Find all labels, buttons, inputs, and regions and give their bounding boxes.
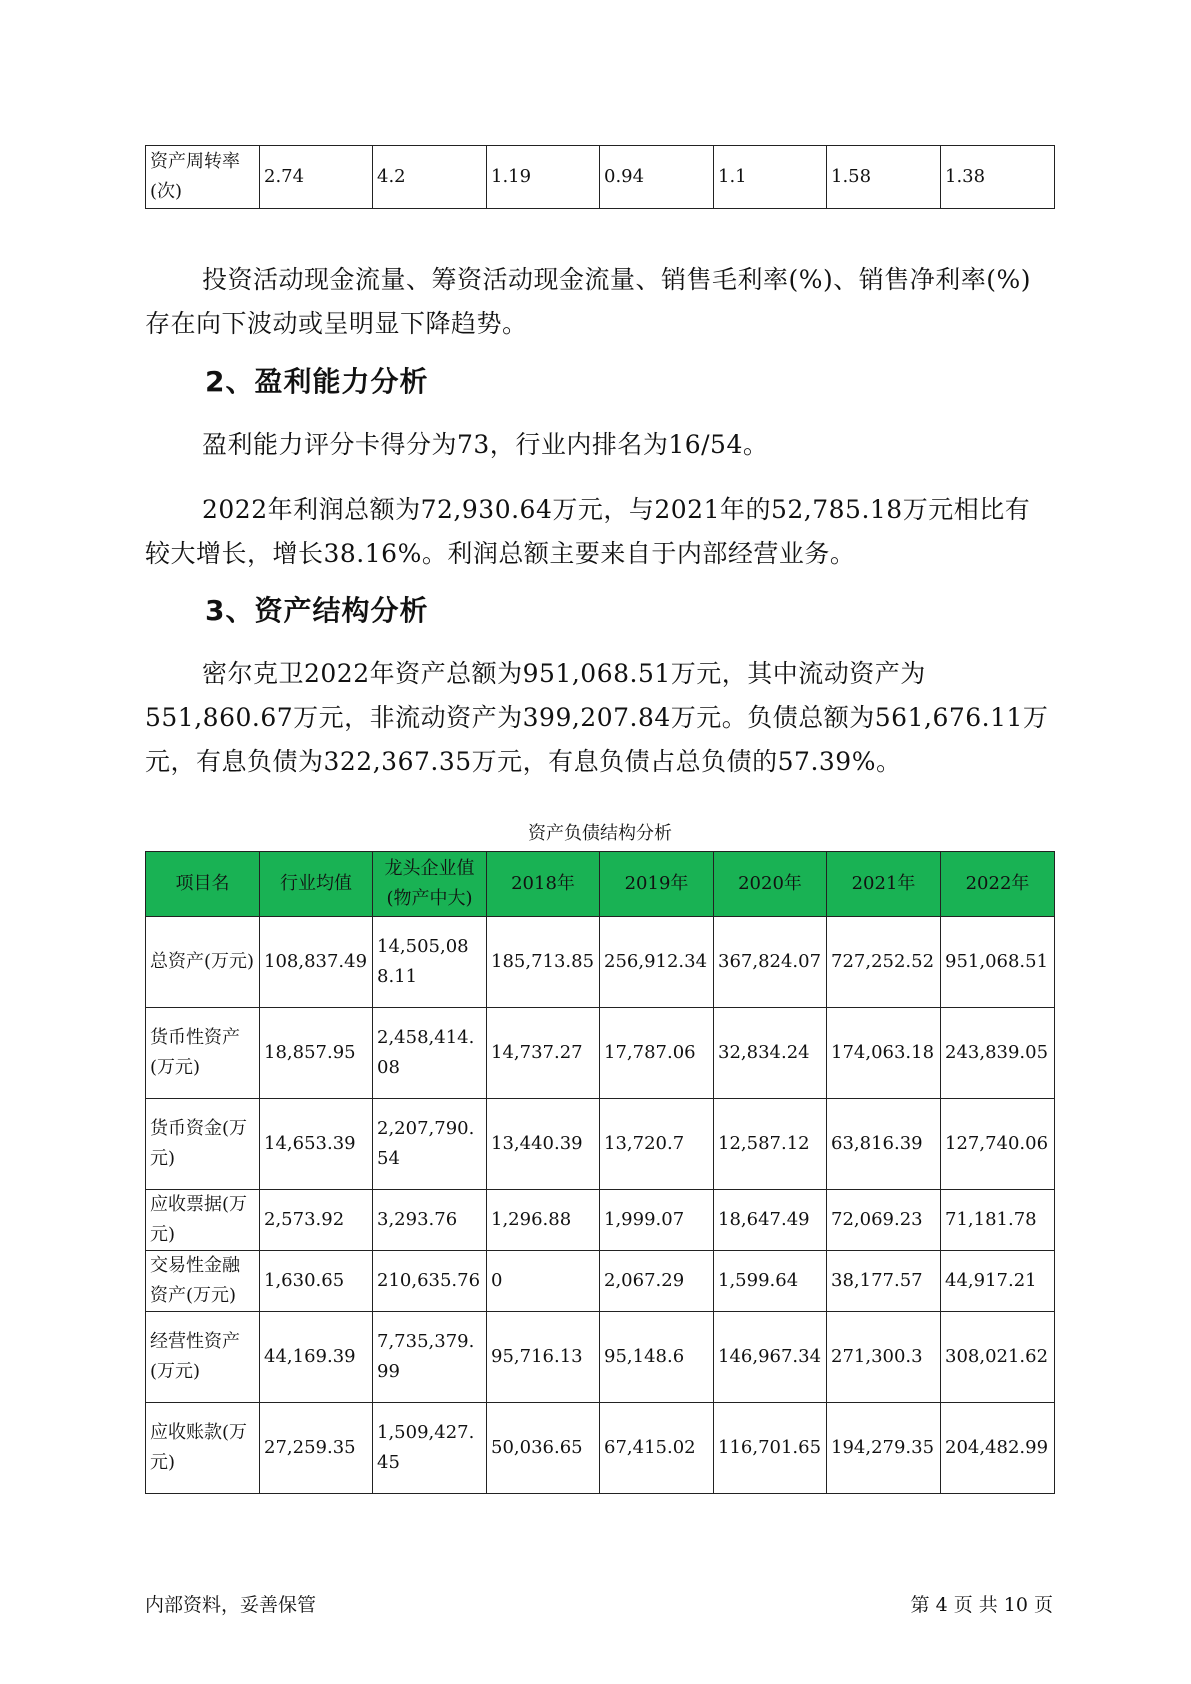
table-cell: 256,912.34 (600, 917, 714, 1008)
table-cell: 2.74 (260, 146, 373, 209)
table-row (146, 1251, 1055, 1312)
paragraph-assets: 密尔克卫2022年资产总额为951,068.51万元，其中流动资产为551,860.67万元，非流动资产为399,207.84万元。负债总额为561,676.11万元，有息负债为322,367.35万元，有息负债占总负债的57.39%。 (145, 659, 1049, 776)
row-label: 总资产(万元) (146, 917, 260, 1008)
table-cell: 95,148.6 (600, 1312, 714, 1403)
table-caption: 资产负债结构分析 (528, 823, 672, 844)
row-label: 经营性资产(万元) (146, 1312, 260, 1403)
column-header: 2018年 (487, 852, 600, 917)
table-cell: 44,917.21 (941, 1251, 1055, 1312)
table-cell: 204,482.99 (941, 1403, 1055, 1494)
turnover-table (145, 145, 1055, 209)
table-cell: 951,068.51 (941, 917, 1055, 1008)
table-cell: 1,630.65 (260, 1251, 373, 1312)
table-row (146, 917, 1055, 1008)
table-cell: 1.38 (941, 146, 1055, 209)
table-cell: 13,440.39 (487, 1099, 600, 1190)
table-cell: 1,599.64 (714, 1251, 827, 1312)
table-cell: 18,647.49 (714, 1190, 827, 1251)
table-cell: 1,509,427.45 (373, 1403, 487, 1494)
row-label: 货币性资产(万元) (146, 1008, 260, 1099)
table-cell: 72,069.23 (827, 1190, 941, 1251)
row-label: 交易性金融资产(万元) (146, 1251, 260, 1312)
table-cell: 116,701.65 (714, 1403, 827, 1494)
table-cell: 108,837.49 (260, 917, 373, 1008)
table-cell: 1.1 (714, 146, 827, 209)
table-cell: 308,021.62 (941, 1312, 1055, 1403)
table-cell: 14,505,088.11 (373, 917, 487, 1008)
table-cell: 71,181.78 (941, 1190, 1055, 1251)
table-cell: 44,169.39 (260, 1312, 373, 1403)
row-label: 货币资金(万元) (146, 1099, 260, 1190)
table-cell: 1.58 (827, 146, 941, 209)
table-cell: 14,653.39 (260, 1099, 373, 1190)
table-row (146, 1312, 1055, 1403)
table-cell: 2,458,414.08 (373, 1008, 487, 1099)
table-cell: 4.2 (373, 146, 487, 209)
table-cell: 32,834.24 (714, 1008, 827, 1099)
section-heading-asset-structure: 3、资产结构分析 (205, 594, 429, 627)
footer-confidential-note: 内部资料，妥善保管 (145, 1594, 317, 1616)
footer-page-number: 第 4 页 共 10 页 (910, 1594, 1053, 1616)
table-row (146, 146, 1055, 209)
table-cell: 210,635.76 (373, 1251, 487, 1312)
paragraph-score: 盈利能力评分卡得分为73，行业内排名为16/54。 (202, 430, 769, 459)
table-cell: 2,573.92 (260, 1190, 373, 1251)
table-cell: 3,293.76 (373, 1190, 487, 1251)
table-cell: 63,816.39 (827, 1099, 941, 1190)
column-header: 项目名 (146, 852, 260, 917)
table-row (146, 1099, 1055, 1190)
row-label: 应收票据(万元) (146, 1190, 260, 1251)
paragraph-profit: 2022年利润总额为72,930.64万元，与2021年的52,785.18万元相比有较大增长，增长38.16%。利润总额主要来自于内部经营业务。 (145, 495, 1031, 568)
column-header: 2021年 (827, 852, 941, 917)
table-cell: 18,857.95 (260, 1008, 373, 1099)
column-header: 龙头企业值(物产中大) (373, 852, 487, 917)
table-cell: 17,787.06 (600, 1008, 714, 1099)
table-row (146, 1403, 1055, 1494)
table-row (146, 1190, 1055, 1251)
table-cell: 2,067.29 (600, 1251, 714, 1312)
table-cell: 185,713.85 (487, 917, 600, 1008)
table-cell: 2,207,790.54 (373, 1099, 487, 1190)
table-cell: 12,587.12 (714, 1099, 827, 1190)
table-cell: 1.19 (487, 146, 600, 209)
column-header: 2019年 (600, 852, 714, 917)
balance-structure-table (145, 851, 1055, 1494)
paragraph-trend: 投资活动现金流量、筹资活动现金流量、销售毛利率(%)、销售净利率(%)存在向下波动或呈明显下降趋势。 (145, 265, 1032, 338)
table-cell: 95,716.13 (487, 1312, 600, 1403)
table-cell: 146,967.34 (714, 1312, 827, 1403)
table-cell: 27,259.35 (260, 1403, 373, 1494)
table-cell: 1,999.07 (600, 1190, 714, 1251)
table-row (146, 1008, 1055, 1099)
row-label: 应收账款(万元) (146, 1403, 260, 1494)
column-header: 行业均值 (260, 852, 373, 917)
column-header: 2020年 (714, 852, 827, 917)
table-cell: 0.94 (600, 146, 714, 209)
table-cell: 367,824.07 (714, 917, 827, 1008)
table-cell: 174,063.18 (827, 1008, 941, 1099)
table-cell: 67,415.02 (600, 1403, 714, 1494)
table-cell: 1,296.88 (487, 1190, 600, 1251)
table-cell: 50,036.65 (487, 1403, 600, 1494)
table-cell: 7,735,379.99 (373, 1312, 487, 1403)
table-cell: 243,839.05 (941, 1008, 1055, 1099)
table-header-row (146, 852, 1055, 917)
section-heading-profitability: 2、盈利能力分析 (205, 365, 429, 398)
table-cell: 14,737.27 (487, 1008, 600, 1099)
table-cell: 127,740.06 (941, 1099, 1055, 1190)
table-cell: 271,300.3 (827, 1312, 941, 1403)
table-cell: 13,720.7 (600, 1099, 714, 1190)
column-header: 2022年 (941, 852, 1055, 917)
row-label: 资产周转率(次) (146, 146, 260, 209)
table-cell: 194,279.35 (827, 1403, 941, 1494)
table-cell: 727,252.52 (827, 917, 941, 1008)
table-cell: 38,177.57 (827, 1251, 941, 1312)
table-cell: 0 (487, 1251, 600, 1312)
